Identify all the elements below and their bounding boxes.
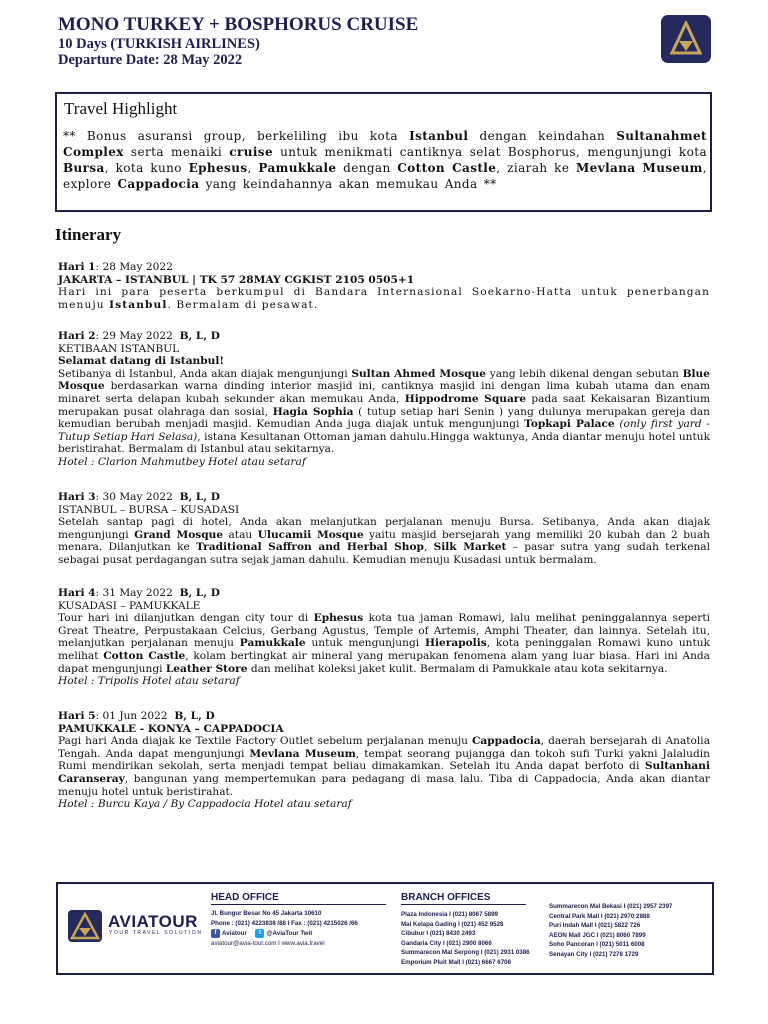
- highlight-place: cruise: [229, 145, 273, 159]
- itinerary-title: Itinerary: [55, 225, 122, 244]
- day-date: : 30 May 2022: [95, 491, 173, 503]
- place: Hierapolis: [424, 637, 487, 650]
- brand-name: AVIATOUR: [108, 912, 198, 931]
- highlight-place: Istanbul: [409, 129, 469, 143]
- text: , kota kuno: [104, 161, 189, 175]
- highlight-place: Cotton Castle: [397, 161, 497, 175]
- text: Tour hari ini dilanjutkan dengan city tour di: [58, 612, 314, 625]
- text: kota tua jaman Romawi, lalu melihat peninggalannya seperti Great Theatre, Perpustakaan Celcius, Gerbang Agustus, Temple of Artemis, Amphi Theater, dan lainnya. Setelah itu, melanjutkan perjalanan menuju: [58, 612, 711, 650]
- text: untuk mengunjungi: [305, 637, 425, 650]
- day-route: KETIBAAN ISTANBUL: [58, 342, 180, 355]
- place: Pamukkale: [239, 637, 306, 650]
- day-meals: B, L, D: [179, 587, 220, 599]
- day-date: : 28 May 2022: [95, 261, 173, 273]
- text: , explore: [63, 161, 707, 191]
- day-label: Hari 5: [58, 710, 96, 722]
- text: atau: [223, 528, 258, 541]
- text: dengan: [336, 161, 398, 175]
- text: Pagi hari Anda diajak ke Textile Factory Outlet sebelum perjalanan menuju: [58, 735, 472, 748]
- place: Silk Market: [433, 541, 507, 554]
- day-4: [58, 587, 710, 688]
- branch-item: Gandaria City I (021) 2900 8066: [401, 939, 492, 947]
- text: , tempat seorang pujangga dan tokoh sufi Turki yakni Jalaludin Rumi mendirikan sekolah, serta menjadi tempat beliau dimakamkan. Setelah itu Anda dapat berfoto di: [58, 747, 710, 773]
- branch-offices: [401, 892, 706, 966]
- footer-contact-box: [56, 882, 714, 975]
- branch-item: Mal Kelapa Gading I (021) 452 9528: [401, 920, 504, 928]
- text: yaitu masjid bersejarah yang memiliki 20 kubah dan 2 buah menara. Dilanjutkan ke: [58, 528, 710, 554]
- branch-item: Summarecon Mal Serpong I (021) 2931 0386: [401, 949, 530, 956]
- day-label: Hari 2: [58, 330, 96, 342]
- travel-highlight-title: Travel Highlight: [64, 99, 178, 118]
- day-route: ISTANBUL – BURSA – KUSADASI: [58, 503, 240, 516]
- day-meals: B, L, D: [179, 330, 220, 342]
- travel-highlight-text: [63, 128, 707, 192]
- text: yang keindahannya akan memukau Anda **: [199, 177, 497, 191]
- highlight-place: Pamukkale: [258, 161, 337, 175]
- place: Istanbul: [109, 298, 168, 311]
- text: pada saat Kekaisaran Bizantium merupakan pusat olahraga dan sosial,: [58, 392, 711, 418]
- tour-duration: 10 Days (TURKISH AIRLINES): [58, 36, 260, 52]
- document-header: [58, 14, 618, 68]
- tour-title: MONO TURKEY + BOSPHORUS CRUISE: [58, 14, 419, 35]
- text: ** Bonus asuransi group, berkeliling ibu kota: [63, 129, 410, 143]
- place: Ephesus: [313, 612, 364, 625]
- aviatour-footer-logo: [68, 910, 102, 942]
- welcome-text: Selamat datang di Istanbul!: [58, 355, 225, 368]
- highlight-place: Cappadocia: [117, 177, 200, 191]
- text: , kolam bertingkat air mineral yang merupakan fenomena alam yang luar biasa. Hari ini Anda dapat mengunjungi: [58, 649, 710, 675]
- text: Setelah santap pagi di hotel, Anda akan melanjutkan perjalanan menuju Bursa. Setibanya, Anda akan diajak mengunjungi: [58, 516, 710, 541]
- text: serta menaiki: [123, 145, 230, 159]
- highlight-place: Ephesus: [188, 161, 248, 175]
- branch-item: Cibubur I (021) 8430 2493: [401, 930, 476, 937]
- day-label: Hari 4: [58, 587, 96, 599]
- text: Setibanya di Istanbul, Anda akan diajak mengunjungi: [58, 367, 352, 380]
- note: (only first yard - Tutup Setiap Hari Selasa): [58, 418, 711, 443]
- day-2: [58, 330, 710, 469]
- aviatour-logo: [661, 15, 711, 63]
- text: – pasar sutra yang sudah terkenal sebagai pusat perdagangan sutra sejak jaman dahulu. Kemudian menuju Kusadasi untuk bermalam.: [58, 541, 710, 566]
- text: , bangunan yang mempertemukan para pedagang di masa lalu. Tiba di Cappadocia, Anda akan diantar menuju hotel untuk beristirahat.: [58, 772, 710, 798]
- branch-item: AEON Mall JGC I (021) 8060 7899: [549, 931, 646, 939]
- text: ,: [247, 161, 259, 175]
- place: Hippodrome Square: [404, 392, 527, 405]
- hotel-info: Hotel : Tripolis Hotel atau setaraf: [58, 675, 240, 688]
- place: Topkapi Palace: [524, 418, 615, 431]
- branch-item: Summarecon Mal Bekasi I (021) 2957 2397: [549, 903, 673, 910]
- branch-offices-title: BRANCH OFFICES: [401, 892, 526, 905]
- place: Sultanhani Caranseray: [58, 760, 710, 785]
- day-route: KUSADASI – PAMUKKALE: [58, 599, 201, 612]
- aviatour-logo-icon: [68, 910, 102, 942]
- travel-highlight-box: [55, 92, 712, 212]
- day-label: Hari 1: [58, 261, 96, 273]
- head-office-web[interactable]: aviatour@avia-tour.com I www.avia.travel: [211, 940, 325, 948]
- brand-tagline: YOUR TRAVEL SOLUTION: [109, 930, 203, 936]
- day-5: [58, 710, 710, 811]
- branch-item: Senayan City I (021) 7278 1729: [549, 950, 639, 958]
- head-office: [211, 892, 386, 949]
- branch-item: Central Park Mall I (021) 2970 2888: [549, 912, 650, 920]
- day-date: : 01 Jun 2022: [95, 710, 168, 722]
- hotel-info: Hotel : Clarion Mahmutbey Hotel atau setaraf: [58, 455, 306, 468]
- head-office-title: HEAD OFFICE: [211, 892, 386, 905]
- day-3: [58, 491, 710, 567]
- place: Ulucamii Mosque: [257, 528, 364, 541]
- day-route: PAMUKKALE - KONYA – CAPPADOCIA: [58, 722, 284, 735]
- branch-item: Puri Indah Mall I (021) 5822 726: [549, 922, 641, 929]
- highlight-place: Mevlana Museum: [576, 161, 703, 175]
- branch-item: Plaza Indonesia I (021) 8067 5899: [401, 911, 498, 918]
- branch-item: Emporium Pluit Mall I (021) 6667 6706: [401, 958, 512, 966]
- place: Traditional Saffron and Herbal Shop: [196, 541, 424, 554]
- facebook-handle[interactable]: Aviatour: [222, 930, 247, 938]
- departure-date: Departure Date: 28 May 2022: [58, 52, 243, 68]
- text: untuk menikmati cantiknya selat Bosphorus, mengunjungi kota: [273, 145, 707, 159]
- aviatour-logo-icon: [670, 21, 702, 55]
- text: ,: [423, 541, 434, 554]
- place: Mevlana Museum: [249, 747, 356, 760]
- twitter-icon: t: [255, 929, 264, 938]
- place: Sultan Ahmed Mosque: [351, 367, 487, 380]
- place: Hagia Sophia: [272, 405, 354, 418]
- text: . Bermalam di pesawat.: [167, 298, 319, 311]
- place: Cotton Castle: [103, 649, 186, 662]
- text: ( tutup setiap hari Senin ) yang dulunya merupakan gereja dan kemudian berubah menjadi masjid. Kemudian Anda juga diajak untuk mengunjungi: [58, 405, 710, 431]
- text: berdasarkan warna dinding interior masjid ini, cantiknya masjid ini dengan lima kubah utama dan enam minaret serta delapan kubah sekunder akan memukau Anda,: [58, 380, 710, 405]
- head-office-address: Jl. Bungur Besar No 45 Jakarta 10610: [211, 910, 322, 917]
- text: , kota peninggalan Romawi kuno untuk melihat: [58, 637, 710, 662]
- place: Blue Mosque: [58, 367, 710, 393]
- day-1: [58, 261, 710, 311]
- social-row: [211, 929, 386, 939]
- day-date: : 31 May 2022: [95, 587, 173, 599]
- text: , istana Kesultanan Ottoman jaman dahulu.Hingga waktunya, Anda diantar menuju hotel untuk beristirahat. Bermalam di Istanbul atau sekitarnya.: [58, 430, 710, 456]
- text: yang lebih dikenal dengan sebutan: [486, 367, 683, 380]
- day-meals: B, L, D: [174, 710, 215, 722]
- branch-item: Soho Pancoran I (021) 5011 6008: [549, 941, 645, 948]
- place: Grand Mosque: [134, 528, 224, 541]
- head-office-phone: Phone : (021) 4223838 /88 I Fax : (021) 4215026 /66: [211, 920, 358, 927]
- hotel-info: Hotel : Burcu Kaya / By Cappadocia Hotel atau setaraf: [58, 798, 352, 811]
- place: Leather Store: [165, 662, 248, 675]
- text: dan melihat koleksi jaket kulit. Bermalam di Pamukkale atau kota sekitarnya.: [247, 662, 668, 675]
- text: , daerah bersejarah di Anatolia Tengah. Anda dapat mengunjungi: [58, 735, 711, 760]
- twitter-handle[interactable]: @AviaTour Twit: [266, 930, 313, 938]
- day-route: JAKARTA – ISTANBUL | TK 57 28MAY CGKIST 2105 0505+1: [58, 273, 415, 286]
- day-meals: B, L, D: [179, 491, 220, 503]
- text: dengan keindahan: [468, 129, 617, 143]
- text: , ziarah ke: [496, 161, 576, 175]
- facebook-icon: f: [211, 929, 220, 938]
- highlight-place: Sultanahmet Complex: [63, 129, 707, 159]
- day-date: : 29 May 2022: [95, 330, 173, 342]
- day-label: Hari 3: [58, 491, 96, 503]
- highlight-place: Bursa: [63, 161, 105, 175]
- text: Hari ini para peserta berkumpul di Bandara Internasional Soekarno-Hatta untuk penerbangan menuju: [58, 286, 710, 311]
- place: Cappadocia: [471, 735, 541, 748]
